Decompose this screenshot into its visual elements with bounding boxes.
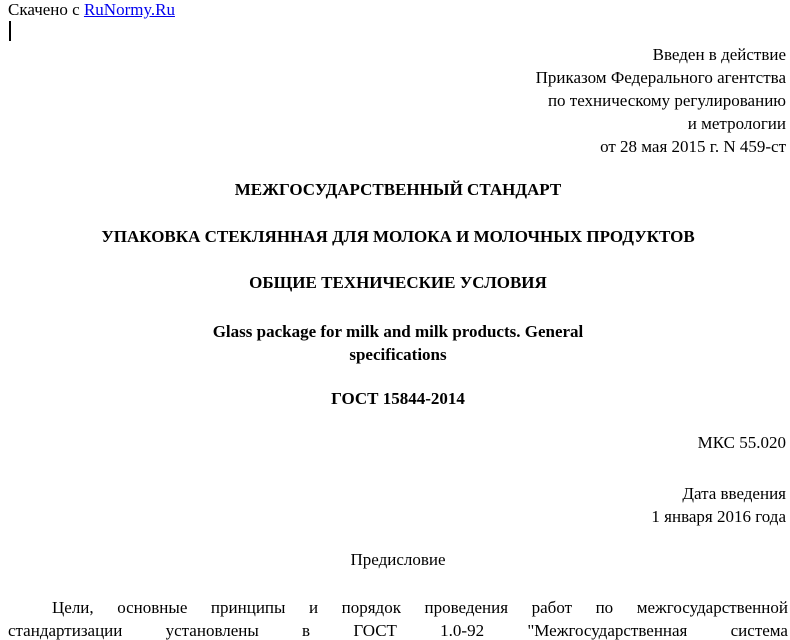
- source-link[interactable]: RuNormy.Ru: [83, 0, 175, 19]
- paragraph-word: и: [308, 598, 319, 617]
- approval-line: по техническому регулированию: [547, 91, 786, 110]
- text-cursor: [9, 21, 11, 41]
- paragraph-word: установлены: [165, 621, 259, 640]
- approval-line: Введен в действие: [652, 45, 786, 64]
- paragraph-line: [8, 596, 788, 619]
- introduction-date-label: Дата введения: [682, 484, 786, 503]
- paragraph-word: порядок: [341, 598, 401, 617]
- paragraph-word: проведения: [424, 598, 509, 617]
- paragraph-word: в: [302, 621, 311, 640]
- english-title: [0, 320, 790, 366]
- document-title: УПАКОВКА СТЕКЛЯННАЯ ДЛЯ МОЛОКА И МОЛОЧНЫХ ПРОДУКТОВ: [101, 227, 695, 246]
- paragraph-word: работ: [531, 598, 573, 617]
- paragraph-word: межгосударственной: [636, 598, 788, 617]
- paragraph-word: стандартизации: [8, 621, 123, 640]
- paragraph-word: по: [595, 598, 614, 617]
- standard-heading: МЕЖГОСУДАРСТВЕННЫЙ СТАНДАРТ: [234, 180, 562, 199]
- introduction-date-block: [651, 482, 786, 528]
- approval-line: Приказом Федерального агентства: [535, 68, 786, 87]
- mks-code: МКС 55.020: [697, 433, 786, 452]
- source-prefix: Скачено с: [8, 0, 80, 19]
- introduction-date-value: 1 января 2016 года: [651, 507, 786, 526]
- paragraph-word: основные: [117, 598, 188, 617]
- document-subtitle: ОБЩИЕ ТЕХНИЧЕСКИЕ УСЛОВИЯ: [249, 273, 547, 292]
- gost-number: ГОСТ 15844-2014: [331, 389, 465, 408]
- approval-line: и метрологии: [687, 114, 786, 133]
- approval-block: [536, 43, 786, 158]
- paragraph-word: Цели,: [52, 598, 94, 617]
- foreword-title: Предисловие: [350, 550, 446, 569]
- paragraph-word: принципы: [210, 598, 286, 617]
- paragraph-line: [8, 619, 788, 640]
- approval-line: от 28 мая 2015 г. N 459-ст: [600, 137, 786, 156]
- english-title-text: Glass package for milk and milk products. General specifications: [212, 322, 584, 364]
- paragraph-word: 1.0-92: [440, 621, 485, 640]
- foreword-paragraph: [8, 596, 788, 640]
- paragraph-word: "Межгосударственная: [527, 621, 688, 640]
- paragraph-word: система: [730, 621, 788, 640]
- paragraph-word: ГОСТ: [353, 621, 397, 640]
- source-line: [8, 0, 175, 20]
